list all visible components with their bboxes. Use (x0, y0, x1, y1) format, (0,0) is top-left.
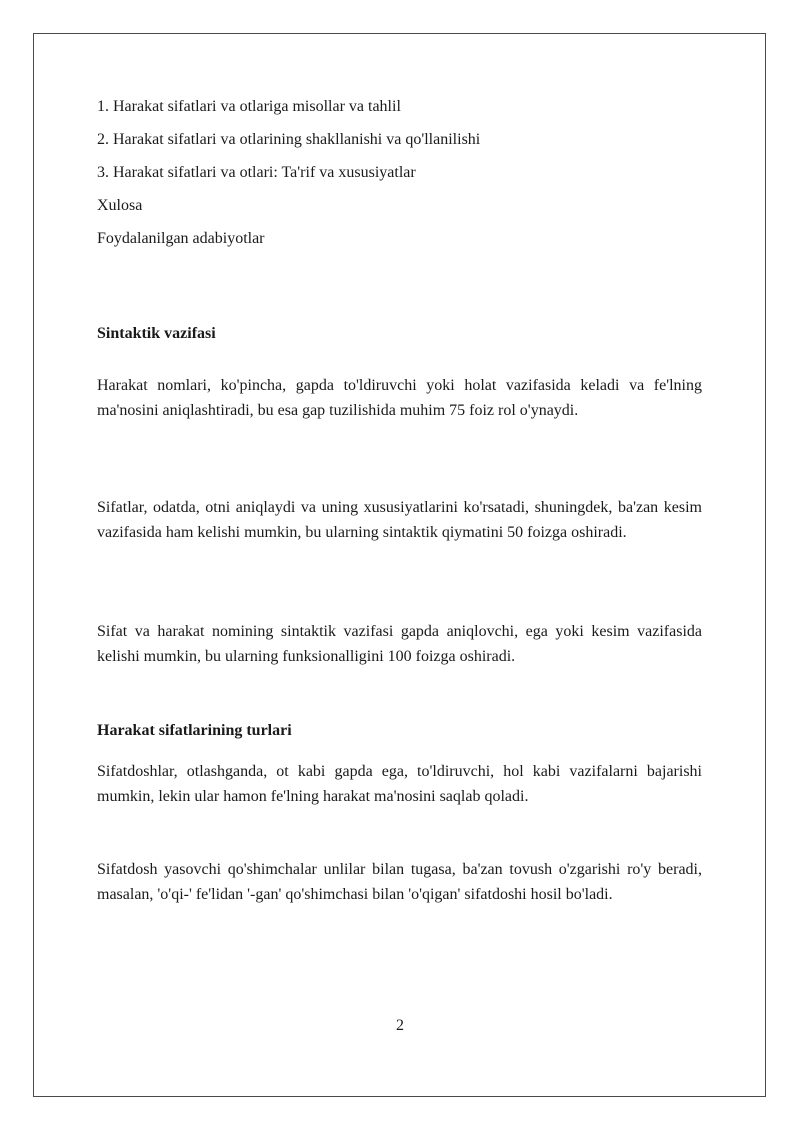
page-frame (33, 33, 766, 1097)
section-heading-participle-types: Harakat sifatlarining turlari (97, 722, 292, 739)
toc-item-conclusion: Xulosa (97, 197, 143, 214)
paragraph: Sifatlar, odatda, otni aniqlaydi va uning xususiyatlarini ko'rsatadi, shuningdek, ba'zan kesim vazifasida ham kelishi mumkin, bu ularning sintaktik qiymatini 50 foizga oshiradi. (97, 499, 702, 541)
toc-item-references: Foydalanilgan adabiyotlar (97, 230, 265, 247)
toc-item-3: 3. Harakat sifatlari va otlari: Ta'rif va xususiyatlar (97, 164, 416, 181)
paragraph: Sifat va harakat nomining sintaktik vazifasi gapda aniqlovchi, ega yoki kesim vazifasida kelishi mumkin, bu ularning funksionalligini 100 foizga oshiradi. (97, 623, 702, 665)
page-number: 2 (396, 1017, 404, 1034)
paragraph: Sifatdoshlar, otlashganda, ot kabi gapda ega, to'ldiruvchi, hol kabi vazifalarni bajarishi mumkin, lekin ular hamon fe'lning harakat ma'nosini saqlab qoladi. (97, 763, 702, 805)
toc-item-1: 1. Harakat sifatlari va otlariga misollar va tahlil (97, 98, 401, 115)
section-heading-syntactic-function: Sintaktik vazifasi (97, 325, 216, 342)
paragraph: Sifatdosh yasovchi qo'shimchalar unlilar bilan tugasa, ba'zan tovush o'zgarishi ro'y beradi, masalan, 'o'qi-' fe'lidan '-gan' qo'shimchasi bilan 'o'qigan' sifatdoshi hosil bo'ladi. (97, 861, 702, 903)
paragraph: Harakat nomlari, ko'pincha, gapda to'ldiruvchi yoki holat vazifasida keladi va fe'lning ma'nosini aniqlashtiradi, bu esa gap tuzilishida muhim 75 foiz rol o'ynaydi. (97, 377, 702, 419)
toc-item-2: 2. Harakat sifatlari va otlarining shakllanishi va qo'llanilishi (97, 131, 481, 148)
